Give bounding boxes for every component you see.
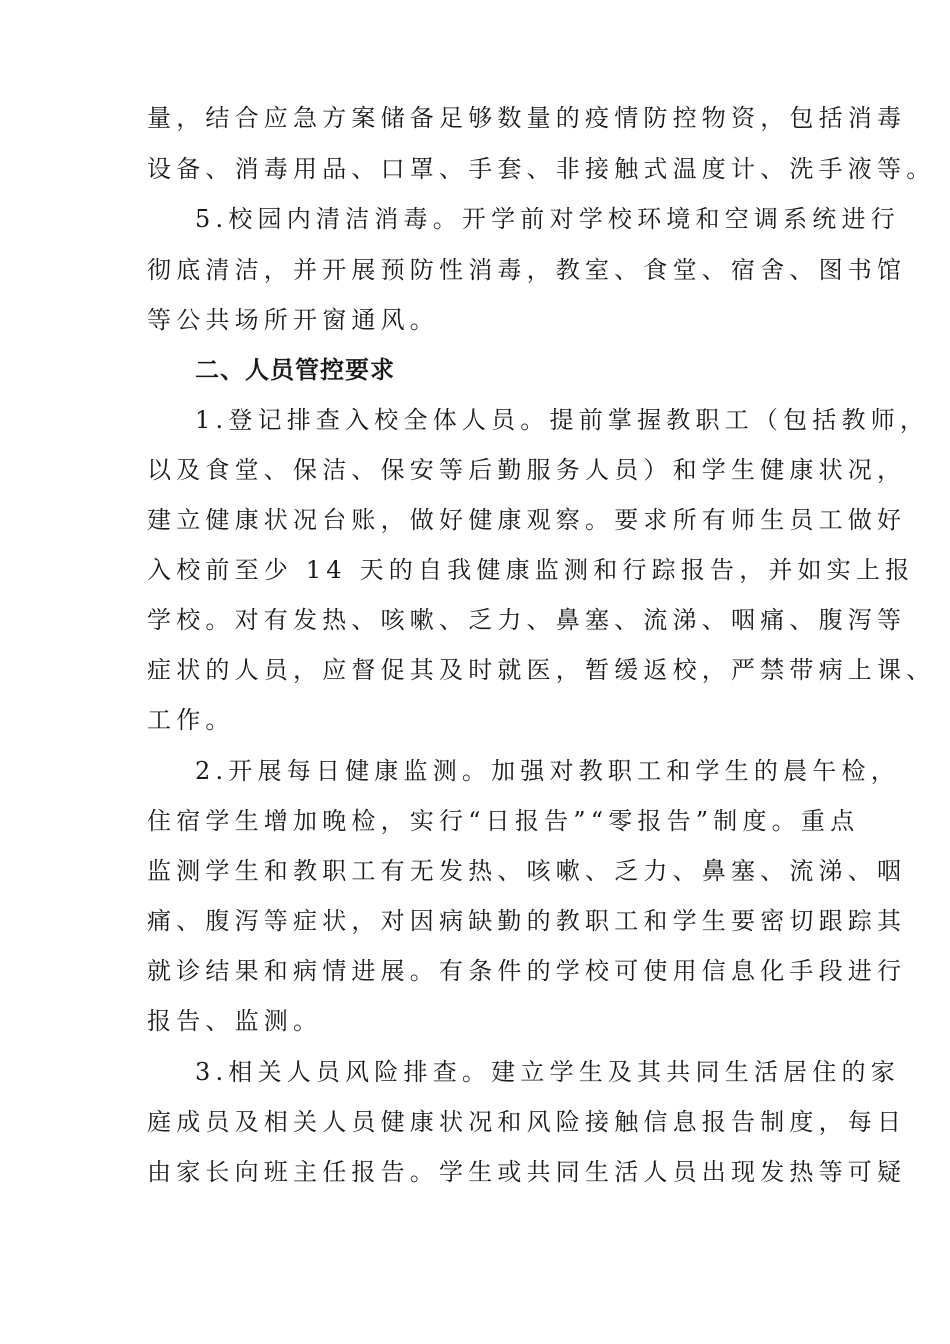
paragraph-1-line: 1.登记排查入校全体人员。提前掌握教职工（包括教师，: [195, 406, 930, 434]
body-line: 彻底清洁，并开展预防性消毒，教室、食堂、宿舍、图书馆: [147, 256, 907, 284]
body-line: 住宿学生增加晚检，实行“日报告”“零报告”制度。重点: [147, 807, 860, 835]
body-line: 症状的人员，应督促其及时就医，暂缓返校，严禁带病上课、: [147, 656, 936, 684]
body-line: 等公共场所开窗通风。: [147, 306, 439, 334]
body-line: 工作。: [147, 706, 235, 734]
body-line: 设备、消毒用品、口罩、手套、非接触式温度计、洗手液等。: [147, 155, 936, 183]
body-line: 学校。对有发热、咳嗽、乏力、鼻塞、流涕、咽痛、腹泻等: [147, 606, 907, 634]
body-line: 入校前至少 14 天的自我健康监测和行踪报告，并如实上报: [147, 556, 915, 584]
paragraph-5-line: 5.校园内清洁消毒。开学前对学校环境和空调系统进行: [195, 205, 900, 233]
body-line: 由家长向班主任报告。学生或共同生活人员出现发热等可疑: [147, 1158, 907, 1186]
body-line: 庭成员及相关人员健康状况和风险接触信息报告制度，每日: [147, 1108, 907, 1136]
body-line: 就诊结果和病情进展。有条件的学校可使用信息化手段进行: [147, 957, 907, 985]
body-line: 建立健康状况台账，做好健康观察。要求所有师生员工做好: [147, 506, 907, 534]
paragraph-2-line: 2.开展每日健康监测。加强对教职工和学生的晨午检，: [195, 757, 900, 785]
body-line: 以及食堂、保洁、保安等后勤服务人员）和学生健康状况，: [147, 456, 907, 484]
body-line: 监测学生和教职工有无发热、咳嗽、乏力、鼻塞、流涕、咽: [147, 857, 907, 885]
section-heading: 二、人员管控要求: [195, 356, 395, 384]
body-line: 痛、腹泻等症状，对因病缺勤的教职工和学生要密切跟踪其: [147, 907, 907, 935]
body-line: 报告、监测。: [147, 1007, 323, 1035]
paragraph-3-line: 3.相关人员风险排查。建立学生及其共同生活居住的家: [195, 1058, 900, 1086]
body-line: 量，结合应急方案储备足够数量的疫情防控物资，包括消毒: [147, 104, 907, 132]
